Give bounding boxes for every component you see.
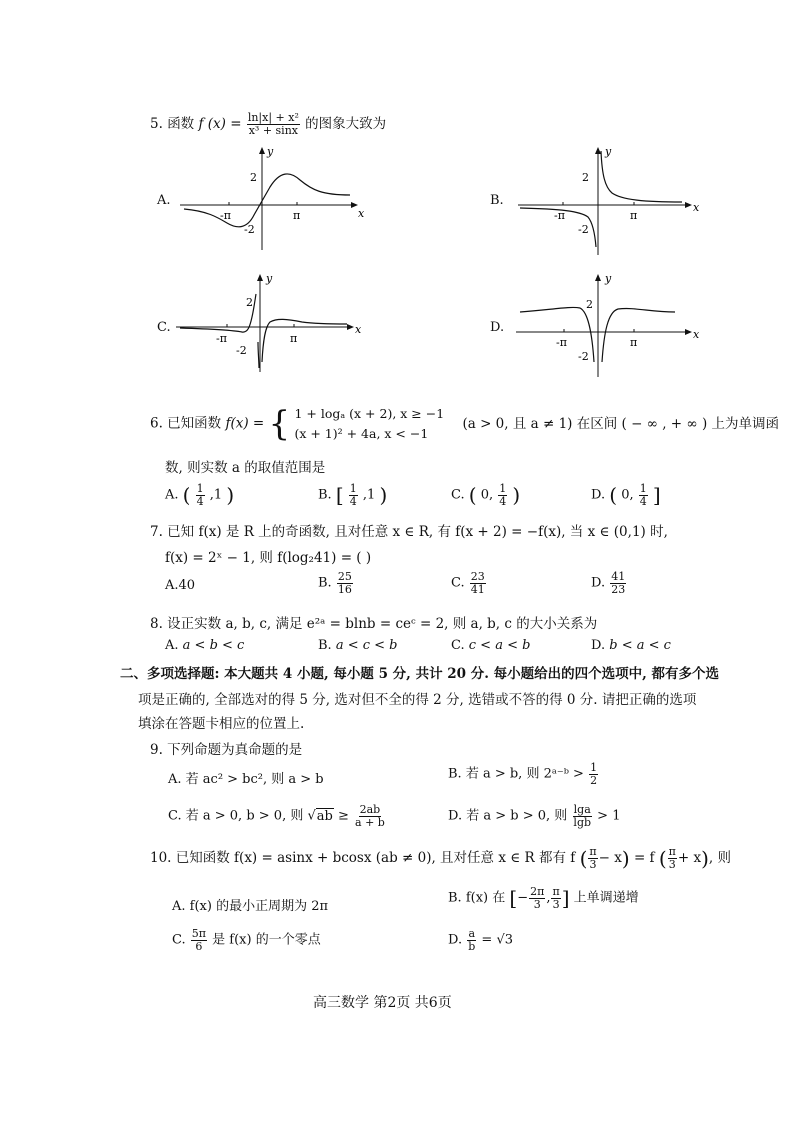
q9-option-c-ge: ≥ (337, 808, 349, 824)
q7-option-c (451, 571, 487, 595)
graph-d-y-label: y (605, 272, 612, 285)
q7-option-b-label: B. (318, 575, 332, 591)
section2-line1 (120, 662, 719, 682)
q9-option-a: A. 若 ac² > bc², 则 a > b (168, 772, 324, 787)
q6-brace: { (268, 404, 291, 444)
q10-m1: − x (598, 850, 622, 866)
q9-option-b-pre: B. 若 a > b, 则 2ᵃ⁻ᵇ > (448, 766, 584, 782)
q6-option-d-num: 1 (639, 482, 647, 495)
graph-a-x-left: -π (220, 209, 231, 222)
q6-case1: 1 + logₐ (x + 2), x ≥ −1 (294, 406, 445, 421)
q7-option-a-label: A. (165, 578, 179, 593)
q5-lead: 函数 (167, 116, 195, 132)
q5-numerator: ln|x| + x² (247, 111, 299, 125)
q10-option-b-d1: 3 (533, 897, 541, 911)
q6-option-a-num: 1 (196, 482, 204, 495)
q10-lead: 10. 已知函数 f(x) = asinx + bcosx (ab ≠ 0), 且对任意 x ∈ R 都有 f (150, 850, 576, 866)
q10-option-d-post: = √3 (481, 932, 514, 948)
graph-a-y-bottom: -2 (244, 223, 255, 236)
graph-d-x-label: x (693, 328, 700, 341)
q10-option-b-pre: B. f(x) 在 (448, 890, 506, 906)
q5-fraction (247, 112, 300, 136)
q6-option-c-right: ) (512, 483, 521, 508)
q7-option-c-den: 41 (470, 582, 485, 596)
q7-option-a (165, 578, 195, 593)
q6-option-a-right: ) (226, 483, 235, 508)
q7-option-b-den: 16 (337, 582, 352, 596)
q6-option-c-num: 1 (499, 482, 507, 495)
q5-denominator: x³ + sinx (248, 124, 298, 137)
q8-option-d-text: b < a < c (609, 638, 671, 653)
graph-a-x-right: π (293, 209, 301, 222)
q7-option-d-num: 41 (611, 570, 626, 583)
graph-b-plot (510, 145, 730, 260)
q6-option-b-label: B. (318, 487, 332, 503)
q6-option-d-left: ( (609, 483, 618, 508)
graph-c-label: C. (157, 320, 171, 335)
q10-option-d-num: a (468, 927, 476, 940)
q6-stem (150, 404, 779, 444)
q6-option-b (318, 483, 387, 507)
q8-option-b (318, 638, 398, 653)
q6-option-a-den: 4 (196, 494, 204, 508)
q6-option-c-left: ( (468, 483, 477, 508)
q9-option-d-pre: D. 若 a > b > 0, 则 (448, 808, 568, 824)
q6-option-d-right: ] (652, 483, 661, 508)
graph-b-label: B. (490, 193, 504, 208)
graph-d-plot (510, 272, 730, 382)
section2-line2: 项是正确的, 全部选对的得 5 分, 选对但不全的得 2 分, 选错或不答的得 0 分. 请把正确的选项 (138, 692, 697, 708)
q9-option-d (448, 804, 620, 828)
q9-option-d-post: > 1 (597, 808, 621, 824)
q6-case2: (x + 1)² + 4a, x < −1 (294, 426, 429, 441)
q10-option-b-post: 上单调递增 (573, 890, 639, 906)
q6-tail: (a > 0, 且 a ≠ 1) 在区间 ( − ∞ , + ∞ ) 上为单调函 (462, 415, 779, 432)
q10-option-c (172, 928, 321, 952)
q6-option-b-rest: ,1 (362, 487, 376, 503)
graph-b-y-bottom: -2 (578, 223, 589, 236)
q7-option-b-num: 25 (337, 570, 352, 583)
q7-line1 (150, 520, 668, 540)
q8-option-d-label: D. (591, 638, 606, 653)
graph-b-y-top: 2 (582, 171, 589, 184)
q10-d1: 3 (589, 858, 597, 871)
graph-d-y-bottom: -2 (578, 350, 589, 363)
q9-option-b-num: 1 (590, 761, 598, 774)
q10-option-b-n2: π (552, 885, 560, 898)
q6-lead: 6. 已知函数 (150, 415, 222, 432)
graph-d-x-left: -π (556, 336, 567, 349)
q10-option-a: A. f(x) 的最小正周期为 2π (172, 899, 329, 914)
q6-cases (294, 404, 444, 444)
q9-option-c-sqrt: ab (316, 808, 333, 824)
q6-option-b-left: [ (335, 483, 344, 508)
q9-option-d-den: lgb (573, 815, 592, 829)
q8-option-a-label: A. (165, 638, 179, 653)
q7-option-d-label: D. (591, 575, 606, 591)
q9-option-c-pre: C. 若 a > 0, b > 0, 则 (168, 808, 304, 824)
q7-option-d (591, 571, 627, 595)
q6-option-c-den: 4 (499, 494, 507, 508)
q9-option-b (448, 762, 599, 786)
graph-a-y-top: 2 (250, 171, 257, 184)
section2-line3: 填涂在答题卡相应的位置上. (138, 716, 305, 732)
graph-b-y-label: y (605, 145, 612, 158)
q10-option-b-n1: 2π (530, 885, 545, 898)
q6-option-b-num: 1 (349, 482, 357, 495)
q6-option-a-label: A. (165, 487, 179, 503)
q7-option-c-num: 23 (470, 570, 485, 583)
q10-option-b-d2: 3 (552, 897, 560, 911)
q8-option-a (165, 638, 244, 653)
q9-option-c: C. 若 a > 0, b > 0, 则 √ab ≥ $\frac{2ab}{a + b}$ (168, 803, 385, 829)
q6-option-a (165, 483, 234, 507)
q10-option-b: B. f(x) 在 [− $\frac{2\pi}{3}$ , $\frac{\pi}{3}$ ] 上单调递增 (448, 885, 639, 911)
q10-n2: π (668, 845, 676, 859)
q10-eq: = f (633, 850, 655, 866)
q6-option-a-left: ( (182, 483, 191, 508)
graph-a-label: A. (157, 193, 171, 208)
q10-option-c-num: 5π (191, 927, 206, 940)
q8-option-a-text: a < b < c (182, 638, 245, 653)
graph-c-y-label: y (266, 272, 273, 285)
graph-c-x-left: -π (216, 332, 227, 345)
q10-tail: , 则 (708, 850, 732, 866)
q10-option-c-den: 6 (195, 939, 203, 953)
q7-option-c-label: C. (451, 575, 465, 591)
graph-a-y-label: y (267, 145, 274, 158)
q7-option-d-den: 23 (611, 582, 626, 596)
q8-option-c-label: C. (451, 638, 465, 653)
q8-option-b-label: B. (318, 638, 332, 653)
q10-d2: 3 (668, 858, 676, 871)
q10-stem: 10. 已知函数 f(x) = asinx + bcosx (ab ≠ 0), 且对任意 x ∈ R 都有 f ( $\frac{\pi}{3}$ − x) = f ( $\frac{\pi}{3}$ + x), 则 (150, 845, 732, 871)
q5-tail: 的图象大致为 (305, 116, 387, 132)
graph-b-x-right: π (630, 209, 638, 222)
q10-option-d (448, 928, 513, 952)
q7-line1-text: f(x) 是 R 上的奇函数, 且对任意 x ∈ R, 有 f(x + 2) = −f(x), 当 x ∈ (0,1) 时, (198, 524, 668, 540)
graph-a-x-label: x (358, 207, 365, 220)
q8-option-c (451, 638, 530, 653)
graph-d-label: D. (490, 320, 505, 335)
graph-c-plot (172, 272, 392, 382)
q9-option-c-num: 2ab (359, 803, 381, 816)
q7-line2: f(x) = 2ˣ − 1, 则 f(log₂41) = ( ) (165, 550, 372, 566)
graph-c-x-right: π (290, 332, 298, 345)
q8-option-c-text: c < a < b (468, 638, 531, 653)
q6-option-d-den: 4 (639, 494, 647, 508)
page-footer: 高三数学 第2页 共6页 (313, 995, 452, 1011)
q5-number: 5. (150, 116, 163, 132)
q6-line2: 数, 则实数 a 的取值范围是 (165, 460, 326, 476)
q6-option-c-label: C. (451, 487, 465, 503)
q6-option-d-pre: 0, (621, 487, 634, 503)
q9-stem: 9. 下列命题为真命题的是 (150, 742, 303, 758)
graph-a-plot (172, 145, 392, 255)
q8-stem: 8. 设正实数 a, b, c, 满足 e²ᵃ = blnb = ceᶜ = 2, 则 a, b, c 的大小关系为 (150, 616, 598, 632)
graph-c-x-label: x (355, 323, 362, 336)
q9-option-c-den: a + b (355, 815, 385, 829)
q10-m2: + x (677, 850, 702, 866)
q8-option-d (591, 638, 671, 653)
q6-option-c-pre: 0, (480, 487, 494, 503)
q6-option-b-right: ) (379, 483, 388, 508)
q9-option-b-den: 2 (590, 773, 598, 787)
section2-line1-text: 二、多项选择题: 本大题共 4 小题, 每小题 5 分, 共计 20 分. 每小题给出的四个选项中, 都有多个选 (120, 666, 720, 682)
q6-option-b-den: 4 (349, 494, 357, 508)
q6-option-c (451, 483, 520, 507)
q7-option-b (318, 571, 354, 595)
graph-b-x-left: -π (554, 209, 565, 222)
q10-option-c-post: 是 f(x) 的一个零点 (212, 932, 321, 948)
q6-option-d (591, 483, 661, 507)
q5-fx: f (x) = (198, 116, 242, 132)
q9-option-d-num: lga (573, 803, 591, 816)
graph-b-x-label: x (693, 201, 700, 214)
graph-d-y-top: 2 (586, 298, 593, 311)
q10-option-d-pre: D. (448, 932, 463, 948)
graph-d-x-right: π (630, 336, 638, 349)
q5-stem (150, 112, 386, 137)
q7-option-a-text: 40 (178, 578, 196, 593)
q10-option-c-pre: C. (172, 932, 186, 948)
graph-c-y-bottom: -2 (236, 344, 247, 357)
q10-n1: π (589, 845, 597, 859)
q8-option-b-text: a < c < b (335, 638, 398, 653)
graph-c-y-top: 2 (246, 296, 253, 309)
q7-lead: 7. 已知 (150, 524, 195, 540)
q6-fx: f(x) = (225, 415, 265, 432)
q6-option-a-rest: ,1 (209, 487, 223, 503)
q10-option-d-den: b (468, 939, 476, 953)
q6-option-d-label: D. (591, 487, 606, 503)
